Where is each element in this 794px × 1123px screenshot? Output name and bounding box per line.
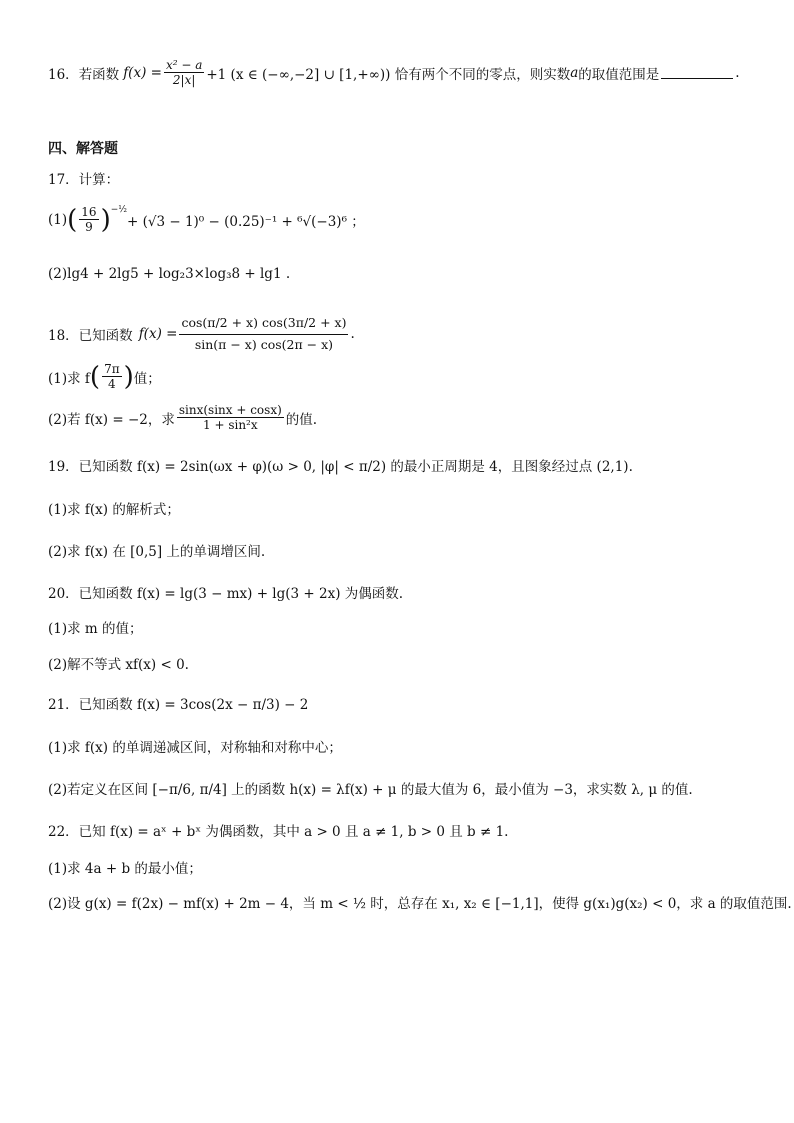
q22-part1: (1)求 4a + b 的最小值；	[48, 861, 202, 877]
q18-part1	[48, 362, 161, 391]
section-heading: 四、解答题	[48, 141, 118, 157]
q18-p1-den: 4	[108, 377, 116, 391]
q17-p1-frac-den: 9	[85, 220, 93, 234]
q17-part1	[48, 205, 365, 234]
left-paren: (	[67, 204, 78, 235]
q18-fraction	[179, 312, 348, 355]
q18-frac-den: sin(π − x) cos(2π − x)	[194, 337, 334, 352]
q16-func: f(x) =	[123, 64, 162, 81]
q18-p2-num: sinx(sinx + cosx)	[178, 403, 282, 417]
q19-part2: (2)求 f(x) 在 [0,5] 上的单调增区间.	[48, 544, 266, 560]
q22-stem: 22．已知 f(x) = aˣ + bˣ 为偶函数，其中 a > 0 且 a ≠ 1, b > 0 且 b ≠ 1.	[48, 824, 509, 840]
q18-frac-num: cos(π/2 + x) cos(3π/2 + x)	[179, 312, 348, 335]
q16-frac-den: 2|x|	[172, 73, 196, 87]
q18-func: f(x) =	[138, 325, 178, 342]
q17-p1-rest: + (√3 − 1)⁰ − (0.25)⁻¹ + ⁶√(−3)⁶ ；	[126, 213, 365, 230]
q21-part1: (1)求 f(x) 的单调递减区间，对称轴和对称中心；	[48, 740, 342, 756]
q18-prefix: 18．已知函数	[48, 327, 133, 344]
q16-var: a	[570, 64, 579, 81]
q16-answer-blank	[661, 66, 733, 79]
q18-p2-den: 1 + sin²x	[203, 418, 258, 432]
q17-p1-fraction	[79, 205, 98, 234]
q21-stem: 21．已知函数 f(x) = 3cos(2x − π/3) − 2	[48, 697, 309, 713]
q17-p1-exponent: −½	[110, 205, 127, 215]
q18-p1-post: 值；	[133, 370, 161, 387]
q16-rest: +1 (x ∈ (−∞,−2] ∪ [1,+∞)) 恰有两个不同的零点，则实数	[206, 66, 571, 83]
q19-stem: 19．已知函数 f(x) = 2sin(ωx + φ)(ω > 0, |φ| < π/2) 的最小正周期是 4，且图象经过点 (2,1).	[48, 459, 633, 475]
q16-frac-num: x² − a	[165, 58, 203, 72]
q17-title: 17．计算：	[48, 172, 120, 188]
q18-end: .	[350, 325, 355, 342]
q16-number: 16．	[48, 66, 79, 83]
q18-p1-num: 7π	[104, 362, 120, 376]
q18-p2-pre: (2)若 f(x) = −2，求	[48, 411, 175, 428]
q21-part2: (2)若定义在区间 [−π/6, π/4] 上的函数 h(x) = λf(x) + μ 的最大值为 6，最小值为 −3，求实数 λ, μ 的值.	[48, 782, 693, 798]
q18-p1-fraction	[102, 362, 122, 391]
q20-part2: (2)解不等式 xf(x) < 0.	[48, 657, 189, 673]
q18-p2-post: 的值.	[285, 411, 318, 428]
q16-prefix: 若函数	[78, 66, 120, 83]
q17-p1-frac-num: 16	[81, 205, 97, 219]
q18-p1-pre: (1)求 f	[48, 370, 90, 387]
q16-fraction	[164, 58, 204, 87]
q18-part2	[48, 403, 317, 432]
right-paren: )	[100, 204, 111, 235]
q19-part1: (1)求 f(x) 的解析式；	[48, 502, 180, 518]
q17-p1-label: (1)	[48, 211, 68, 228]
q20-part1: (1)求 m 的值；	[48, 621, 143, 637]
q17-part2: (2)lg4 + 2lg5 + log₂3×log₃8 + lg1 .	[48, 266, 291, 282]
q16-tail: 的取值范围是	[578, 66, 660, 83]
question-16	[48, 58, 740, 87]
q18-stem	[48, 312, 355, 355]
q20-stem: 20．已知函数 f(x) = lg(3 − mx) + lg(3 + 2x) 为偶函数.	[48, 586, 404, 602]
q18-p2-fraction	[177, 403, 284, 432]
q22-part2: (2)设 g(x) = f(2x) − mf(x) + 2m − 4，当 m < ½ 时，总存在 x₁, x₂ ∈ [−1,1]，使得 g(x₁)g(x₂) < 0，求 a 的取值范围.	[48, 896, 792, 912]
q16-end: .	[735, 64, 740, 81]
left-paren: (	[89, 361, 101, 392]
right-paren: )	[123, 361, 134, 392]
